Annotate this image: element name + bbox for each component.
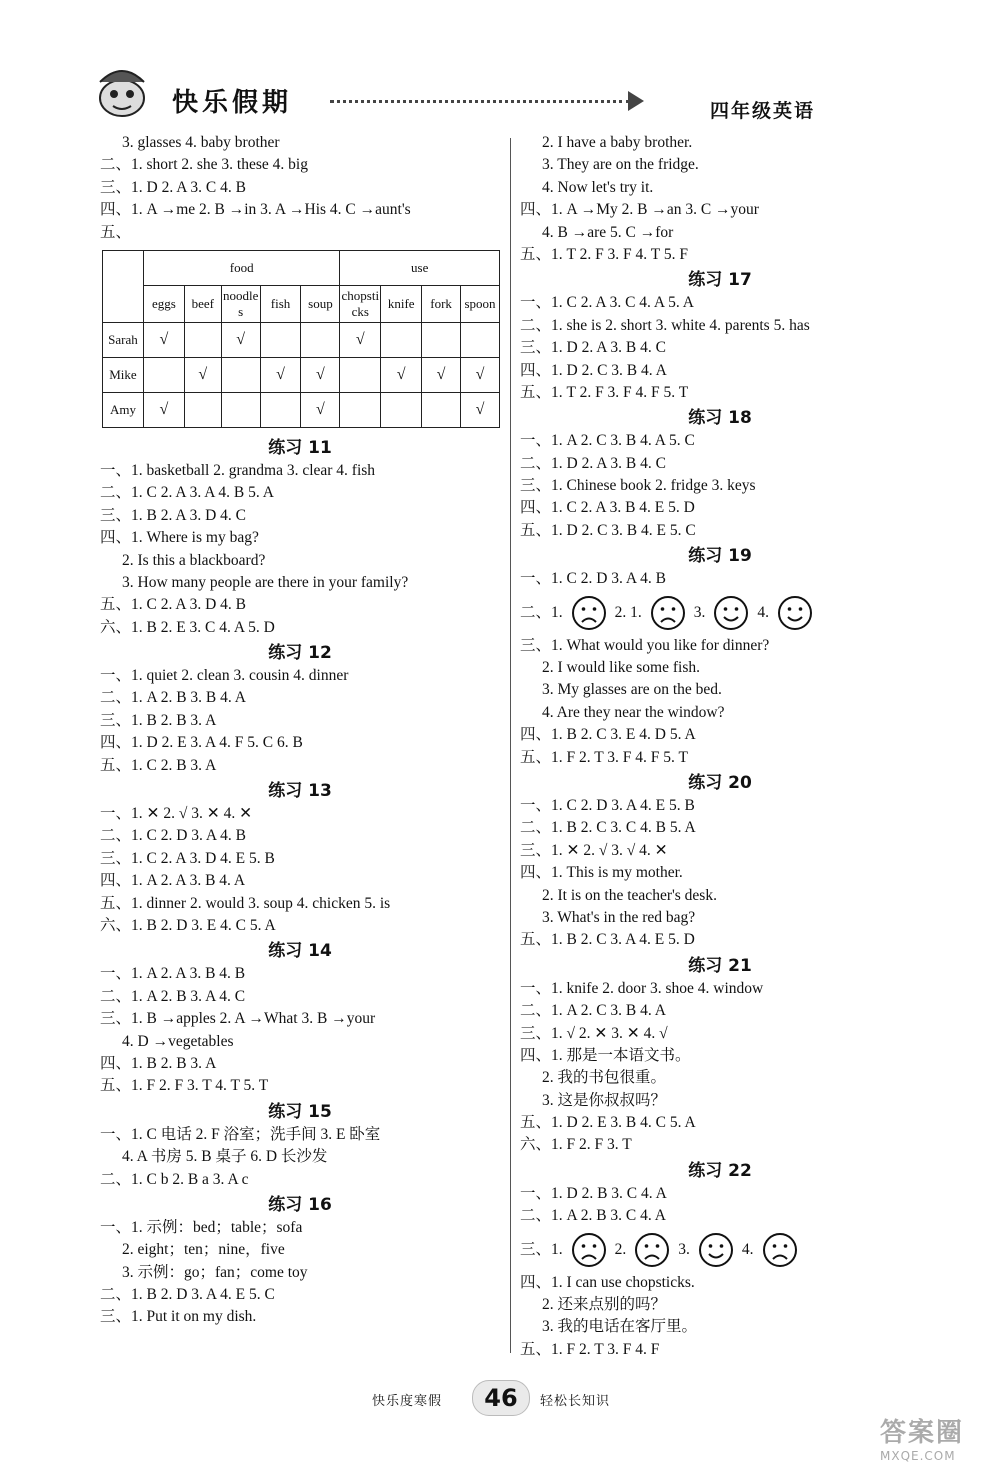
answer-line: 五、1. T 2. F 3. F 4. T 5. F [520, 245, 688, 263]
sad-face-icon [571, 595, 607, 631]
answer-line: 3. What's in the red bag? [542, 908, 696, 926]
answer-line: 一、1. A 2. A 3. B 4. B [100, 965, 246, 983]
answer-line: 一、1. C 2. D 3. A 4. B [520, 570, 666, 588]
answer-line: 三、1. Chinese book 2. fridge 3. keys [520, 477, 756, 495]
answer-line: 3. My glasses are on the bed. [542, 681, 722, 699]
answer-line: 2. 还来点别的吗？ [542, 1296, 667, 1314]
answer-line: 四、1. D 2. C 3. B 4. A [520, 361, 667, 379]
face-answer-line [520, 591, 920, 635]
answer-line: 三、1. C 2. A 3. D 4. E 5. B [100, 849, 275, 867]
table-check-cell [422, 322, 461, 357]
answer-line: 二、1. D 2. A 3. B 4. C [520, 454, 666, 472]
table-row-name: Sarah [103, 322, 144, 357]
right-column [520, 132, 920, 1361]
face-label: 3. [678, 1240, 690, 1258]
answer-line: 四、1. D 2. E 3. A 4. F 5. C 6. B [100, 734, 303, 752]
table-row [103, 357, 500, 392]
answer-line: 一、1. C 2. D 3. A 4. E 5. B [520, 796, 695, 814]
happy-face-icon [698, 1232, 734, 1268]
table-check-cell [340, 392, 381, 427]
left-lines-after [100, 434, 500, 1329]
table-row-name: Mike [103, 357, 144, 392]
face-label: 4. [757, 603, 770, 621]
answer-line: 一、1. D 2. B 3. C 4. A [520, 1184, 667, 1202]
table-check-cell [221, 357, 260, 392]
answer-line: 五、1. F 2. F 3. T 4. T 5. T [100, 1077, 269, 1095]
table-check-cell [184, 392, 221, 427]
answer-line: 四、1. A →me 2. B →in 3. A →His 4. C →aunt's [100, 201, 411, 219]
answer-line: 一、1. 示例：bed；table；sofa [100, 1218, 303, 1236]
answer-line: 五、1. T 2. F 3. F 4. F 5. T [520, 383, 689, 401]
answer-line: 3. 我的电话在客厅里。 [542, 1318, 698, 1336]
section-title: 练习 11 [268, 437, 332, 458]
table-check-cell [221, 392, 260, 427]
watermark-logo [880, 1412, 980, 1466]
column-divider [510, 138, 511, 1353]
section-title: 练习 18 [688, 408, 752, 429]
answer-line: 二、1. B 2. D 3. A 4. E 5. C [100, 1286, 275, 1304]
table-column-header: knife [381, 285, 422, 322]
section-title: 练习 14 [268, 941, 332, 962]
answer-table [102, 250, 500, 428]
answer-line: 五、1. F 2. T 3. F 4. F 5. T [520, 748, 688, 766]
table-row [103, 392, 500, 427]
header-dotted-line [330, 100, 630, 103]
page-header [0, 0, 1000, 130]
answer-line: 二、1. A 2. C 3. B 4. A [520, 1002, 666, 1020]
section-title: 练习 13 [268, 781, 332, 802]
table-check-cell: √ [143, 392, 184, 427]
answer-line: 三、1. √ 2. ✕ 3. ✕ 4. √ [520, 1024, 668, 1042]
answer-line: 二、1. C 2. D 3. A 4. B [100, 827, 246, 845]
answer-line: 三、1. Put it on my dish. [100, 1308, 257, 1326]
table-column-header: eggs [143, 285, 184, 322]
answer-line: 五、1. B 2. C 3. A 4. E 5. D [520, 931, 695, 949]
table-check-cell [301, 322, 340, 357]
table-check-cell [143, 357, 184, 392]
answer-line: 三、1. D 2. A 3. B 4. C [520, 339, 666, 357]
face-label: 2. 1. [614, 603, 642, 621]
answer-line: 二、1. she is 2. short 3. white 4. parents 5. has [520, 316, 810, 334]
sad-face-icon [571, 1232, 607, 1268]
table-check-cell [461, 322, 500, 357]
answer-line: 二、1. A 2. B 3. C 4. A [520, 1207, 666, 1225]
answer-line: 3. glasses 4. baby brother [122, 134, 280, 151]
table-check-cell [184, 322, 221, 357]
footer-left-slogan: 快乐度寒假 [372, 1394, 443, 1409]
table-check-cell: √ [260, 357, 301, 392]
left-column [100, 132, 500, 1329]
answer-line: 五、1. dinner 2. would 3. soup 4. chicken 5. is [100, 894, 391, 912]
table-column-header: beef [184, 285, 221, 322]
answer-line: 3. 示例：go；fan；come toy [122, 1263, 308, 1281]
answer-line: 三、1. D 2. A 3. C 4. B [100, 178, 246, 196]
table-column-header: fish [260, 285, 301, 322]
answer-line: 二、1. C b 2. B a 3. A c [100, 1170, 249, 1188]
page-footer [0, 1378, 1000, 1418]
answer-line: 4. Now let's try it. [542, 178, 654, 196]
answer-line: 一、1. knife 2. door 3. shoe 4. window [520, 979, 764, 997]
answer-line: 五、1. D 2. C 3. B 4. E 5. C [520, 521, 696, 539]
footer-right-slogan: 轻松长知识 [540, 1394, 611, 1409]
section-title: 练习 15 [268, 1101, 332, 1122]
grade-subject: 四年级英语 [710, 100, 816, 122]
answer-line: 六、1. B 2. D 3. E 4. C 5. A [100, 916, 276, 934]
answer-line: 三、1. B 2. A 3. D 4. C [100, 506, 246, 524]
answer-line: 4. A 书房 5. B 桌子 6. D 长沙发 [122, 1148, 328, 1166]
answer-line: 三、1. B 2. B 3. A [100, 711, 217, 729]
table-corner [103, 250, 144, 322]
answer-line: 五、 [100, 223, 132, 241]
table-check-cell [260, 322, 301, 357]
table-column-header: spoon [461, 285, 500, 322]
answer-line: 三、1. B →apples 2. A →What 3. B →your [100, 1010, 376, 1028]
answer-line: 2. I have a baby brother. [542, 134, 693, 151]
answer-line: 3. 这是你叔叔吗？ [542, 1091, 667, 1109]
table-check-cell: √ [301, 392, 340, 427]
answer-line: 二、1. A 2. B 3. A 4. C [100, 987, 246, 1005]
answer-line: 四、1. A 2. A 3. B 4. A [100, 872, 246, 890]
answer-line: 一、1. basketball 2. grandma 3. clear 4. fish [100, 461, 376, 479]
section-title: 练习 22 [688, 1160, 752, 1181]
answer-line: 四、1. B 2. B 3. A [100, 1054, 217, 1072]
answer-line: 三、1. ✕ 2. √ 3. √ 4. ✕ [520, 841, 668, 859]
table-group-header: food [143, 250, 339, 285]
answer-line: 四、1. I can use chopsticks. [520, 1273, 695, 1291]
table-check-cell: √ [340, 322, 381, 357]
table-row [103, 322, 500, 357]
answer-line: 六、1. F 2. F 3. T [520, 1136, 632, 1154]
arrow-icon [628, 91, 644, 111]
watermark-url: MXQE.COM [880, 1449, 956, 1463]
table-check-cell: √ [461, 357, 500, 392]
section-title: 练习 20 [688, 772, 752, 793]
table-column-header: chopsticks [340, 285, 381, 322]
answer-line: 3. They are on the fridge. [542, 156, 699, 174]
answer-line: 2. eight；ten；nine，five [122, 1241, 285, 1259]
table-check-cell [381, 322, 422, 357]
happy-face-icon [713, 595, 749, 631]
section-title: 练习 12 [268, 643, 332, 664]
table-check-cell [260, 392, 301, 427]
sad-face-icon [762, 1232, 798, 1268]
answer-line: 二、1. A 2. B 3. B 4. A [100, 689, 246, 707]
answer-line: 二、1. short 2. she 3. these 4. big [100, 156, 308, 174]
section-title: 练习 21 [688, 955, 752, 976]
answer-line: 四、1. B 2. C 3. E 4. D 5. A [520, 726, 696, 744]
face-line-prefix: 三、1. [520, 1240, 563, 1258]
face-line-prefix: 二、1. [520, 603, 563, 621]
face-label: 3. [693, 603, 706, 621]
answer-line: 五、1. F 2. T 3. F 4. F [520, 1340, 660, 1358]
watermark-main: 答案圈 [880, 1418, 965, 1448]
answer-line: 3. How many people are there in your family? [122, 573, 409, 591]
page-number: 46 [472, 1380, 530, 1416]
mascot-icon [86, 60, 158, 122]
section-title: 练习 19 [688, 546, 752, 567]
sad-face-icon [634, 1232, 670, 1268]
answer-line: 二、1. C 2. A 3. A 4. B 5. A [100, 484, 274, 502]
left-lines-before [100, 132, 500, 244]
answer-line: 四、1. 那是一本语文书。 [520, 1046, 691, 1064]
answer-line: 五、1. C 2. A 3. D 4. B [100, 596, 246, 614]
table-check-cell [340, 357, 381, 392]
answer-line: 四、1. A →My 2. B →an 3. C →your [520, 201, 759, 219]
table-check-cell: √ [143, 322, 184, 357]
answer-line: 五、1. D 2. E 3. B 4. C 5. A [520, 1114, 696, 1132]
face-label: 2. [614, 1240, 627, 1258]
table-check-cell [381, 392, 422, 427]
table-column-header: noodles [221, 285, 260, 322]
answer-line: 一、1. A 2. C 3. B 4. A 5. C [520, 432, 695, 450]
answer-line: 一、1. C 电话 2. F 浴室；洗手间 3. E 卧室 [100, 1125, 381, 1143]
answer-line: 2. I would like some fish. [542, 659, 700, 677]
answer-line: 4. B →are 5. C →for [542, 223, 674, 241]
table-check-cell: √ [461, 392, 500, 427]
answer-line: 2. Is this a blackboard? [122, 551, 266, 569]
face-answer-line [520, 1228, 920, 1272]
answer-line: 三、1. What would you like for dinner? [520, 636, 770, 654]
answer-line: 4. D →vegetables [122, 1032, 234, 1050]
answer-line: 一、1. quiet 2. clean 3. cousin 4. dinner [100, 667, 349, 685]
face-label: 4. [741, 1240, 754, 1258]
table-group-header: use [340, 250, 500, 285]
answer-line: 四、1. C 2. A 3. B 4. E 5. D [520, 499, 695, 517]
table-check-cell: √ [221, 322, 260, 357]
answer-line: 四、1. Where is my bag? [100, 529, 259, 547]
answer-line: 4. Are they near the window? [542, 703, 725, 721]
sad-face-icon [650, 595, 686, 631]
table-check-cell: √ [381, 357, 422, 392]
table-column-header: soup [301, 285, 340, 322]
answer-line: 五、1. C 2. B 3. A [100, 756, 217, 774]
answer-line: 四、1. This is my mother. [520, 864, 683, 882]
table-check-cell [422, 392, 461, 427]
answer-line: 2. It is on the teacher's desk. [542, 886, 717, 904]
happy-face-icon [777, 595, 813, 631]
answer-line: 一、1. C 2. A 3. C 4. A 5. A [520, 294, 694, 312]
table-column-header: fork [422, 285, 461, 322]
table-check-cell: √ [422, 357, 461, 392]
section-title: 练习 16 [268, 1194, 332, 1215]
table-check-cell: √ [184, 357, 221, 392]
right-lines [520, 132, 920, 1361]
answer-line: 2. 我的书包很重。 [542, 1069, 667, 1087]
answer-line: 二、1. B 2. C 3. C 4. B 5. A [520, 819, 696, 837]
brand-title: 快乐假期 [172, 88, 293, 118]
table-check-cell: √ [301, 357, 340, 392]
table-row-name: Amy [103, 392, 144, 427]
answer-line: 六、1. B 2. E 3. C 4. A 5. D [100, 618, 275, 636]
section-title: 练习 17 [688, 270, 752, 291]
answer-line: 一、1. ✕ 2. √ 3. ✕ 4. ✕ [100, 805, 253, 823]
